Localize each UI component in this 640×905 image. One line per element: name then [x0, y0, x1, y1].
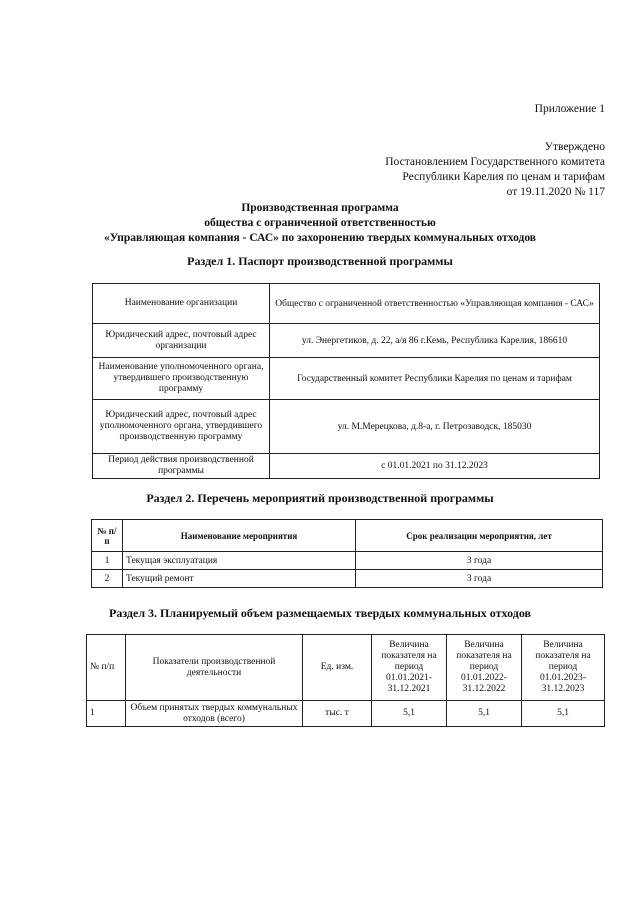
approval-block — [385, 140, 605, 200]
row-value-2021: 5,1 — [372, 701, 447, 727]
row-label: Наименование организации — [93, 284, 270, 324]
row-label: Юридический адрес, почтовый адрес организации — [93, 324, 270, 358]
volume-table — [86, 634, 605, 727]
table-row — [93, 324, 600, 358]
row-name: Текущий ремонт — [123, 570, 356, 588]
row-label: Юридический адрес, почтовый адрес уполномоченного органа, утвердившего производственную программу — [93, 400, 270, 454]
column-header-indicator: Показатели производственной деятельности — [126, 635, 303, 701]
section1-heading: Раздел 1. Паспорт производственной программы — [187, 254, 453, 268]
column-header-2023: Величина показателя на период 01.01.2023-31.12.2023 — [522, 635, 605, 701]
row-value-2023: 5,1 — [522, 701, 605, 727]
appendix-label: Приложение 1 — [534, 103, 605, 115]
row-label: Период действия производственной программы — [93, 454, 270, 479]
row-unit: тыс. т — [303, 701, 372, 727]
column-header-2021: Величина показателя на период 01.01.2021-31.12.2021 — [372, 635, 447, 701]
activities-table — [91, 519, 603, 588]
column-header-name: Наименование мероприятия — [123, 520, 356, 552]
row-indicator: Объем принятых твердых коммунальных отходов (всего) — [126, 701, 303, 727]
row-name: Текущая эксплуатация — [123, 552, 356, 570]
approved-by-line2: Республики Карелия по ценам и тарифам — [402, 171, 605, 183]
document-title — [0, 201, 640, 246]
decree-date-number: от 19.11.2020 № 117 — [506, 186, 605, 198]
row-value: Государственный комитет Республики Карелия по ценам и тарифам — [270, 358, 600, 400]
title-line2: общества с ограниченной ответственностью — [204, 217, 436, 229]
row-num: 1 — [87, 701, 126, 727]
table-row — [92, 552, 603, 570]
row-value: Общество с ограниченной ответственностью «Управляющая компания - САС» — [270, 284, 600, 324]
title-line3: «Управляющая компания - САС» по захоронению твердых коммунальных отходов — [104, 232, 536, 244]
column-header-num: № п/п — [92, 520, 123, 552]
table-row — [87, 701, 605, 727]
approved-label: Утверждено — [544, 141, 605, 153]
row-label: Наименование уполномоченного органа, утвердившего производственную программу — [93, 358, 270, 400]
row-term: 3 года — [356, 552, 603, 570]
approved-by-line1: Постановлением Государственного комитета — [385, 156, 605, 168]
section2-heading: Раздел 2. Перечень мероприятий производственной программы — [146, 491, 494, 505]
row-num: 2 — [92, 570, 123, 588]
table-header-row — [92, 520, 603, 552]
row-value: ул. М.Мерецкова, д.8-а, г. Петрозаводск, 185030 — [270, 400, 600, 454]
row-value-2022: 5,1 — [447, 701, 522, 727]
table-row — [93, 284, 600, 324]
table-row — [92, 570, 603, 588]
table-header-row — [87, 635, 605, 701]
column-header-unit: Ед. изм. — [303, 635, 372, 701]
row-value: с 01.01.2021 по 31.12.2023 — [270, 454, 600, 479]
table-row — [93, 454, 600, 479]
row-num: 1 — [92, 552, 123, 570]
row-term: 3 года — [356, 570, 603, 588]
title-line1: Производственная программа — [241, 202, 399, 214]
table-row — [93, 400, 600, 454]
column-header-2022: Величина показателя на период 01.01.2022-31.12.2022 — [447, 635, 522, 701]
column-header-term: Срок реализации мероприятия, лет — [356, 520, 603, 552]
passport-table — [92, 283, 600, 479]
table-row — [93, 358, 600, 400]
row-value: ул. Энергетиков, д. 22, а/я 86 г.Кемь, Республика Карелия, 186610 — [270, 324, 600, 358]
column-header-num: № п/п — [87, 635, 126, 701]
section3-heading: Раздел 3. Планируемый объем размещаемых твердых коммунальных отходов — [108, 606, 531, 620]
